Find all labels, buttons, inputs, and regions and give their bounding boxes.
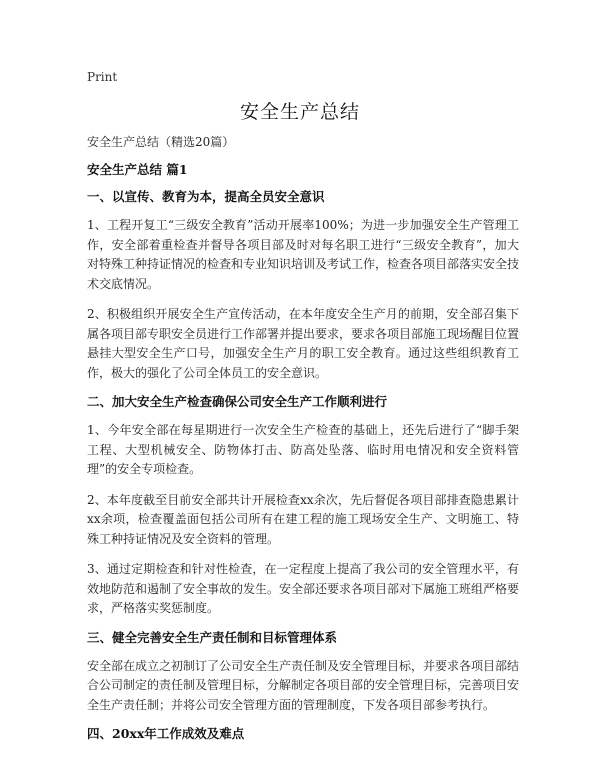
section-3-paragraph-1: 安全部在成立之初制订了公司安全生产责任制及安全管理目标，并要求各项目部结合公司制定的责任制及管理目标，分解制定各项目部的安全管理目标，完善项目安全生产责任制；并将公司安全管理方面的管理制度，下发各项目部参考执行。 xyxy=(87,658,520,712)
section-heading-2: 二、加大安全生产检查确保公司安全生产工作顺利进行 xyxy=(87,394,388,409)
section-1-paragraph-2: 2、积极组织开展安全生产宣传活动，在本年度安全生产月的前期，安全部召集下属各项目部专职安全员进行工作部署并提出要求，要求各项目部施工现场醒目位置悬挂大型安全生产口号，加强安全生产月的职工安全教育。通过这些组织教育工作，极大的强化了公司全体员工的安全意识。 xyxy=(87,307,520,380)
page-title: 安全生产总结 xyxy=(239,101,360,123)
section-heading-1: 一、以宣传、教育为本，提高全员安全意识 xyxy=(87,189,325,204)
section-2-paragraph-3: 3、通过定期检查和针对性检查，在一定程度上提高了我公司的安全管理水平，有效地防范和遏制了安全事故的发生。安全部还要求各项目部对下属施工班组严格要求，严格落实奖惩制度。 xyxy=(87,562,520,615)
section-2-paragraph-2: 2、本年度截至目前安全部共计开展检查xx余次，先后督促各项目部排查隐患累计xx余项，检查覆盖面包括公司所有在建工程的施工现场安全生产、文明施工、特殊工种持证情况及安全资料的管理。 xyxy=(87,492,519,546)
article-heading: 安全生产总结 篇1 xyxy=(87,162,188,177)
document-body xyxy=(87,134,519,753)
document-subtitle: 安全生产总结（精选20篇） xyxy=(87,135,235,149)
section-heading-4: 四、20xx年工作成效及难点 xyxy=(87,726,245,741)
section-heading-3: 三、健全完善安全生产责任制和目标管理体系 xyxy=(87,629,338,645)
print-label[interactable]: Print xyxy=(87,70,118,84)
section-2-paragraph-1: 1、今年安全部在每星期进行一次安全生产检查的基础上，还先后进行了“脚手架工程、大型机械安全、防物体打击、防高处坠落、临时用电情况和安全资料管理”的安全专项检查。 xyxy=(87,423,519,476)
section-1-paragraph-1: 1、工程开复工“三级安全教育”活动开展率100%；为进一步加强安全生产管理工作，安全部着重检查并督导各项目部及时对每名职工进行“三级安全教育”，加大对特殊工种持证情况的检查和专业知识培训及考试工作，检查各项目部落实安全技术交底情况。 xyxy=(87,218,520,291)
